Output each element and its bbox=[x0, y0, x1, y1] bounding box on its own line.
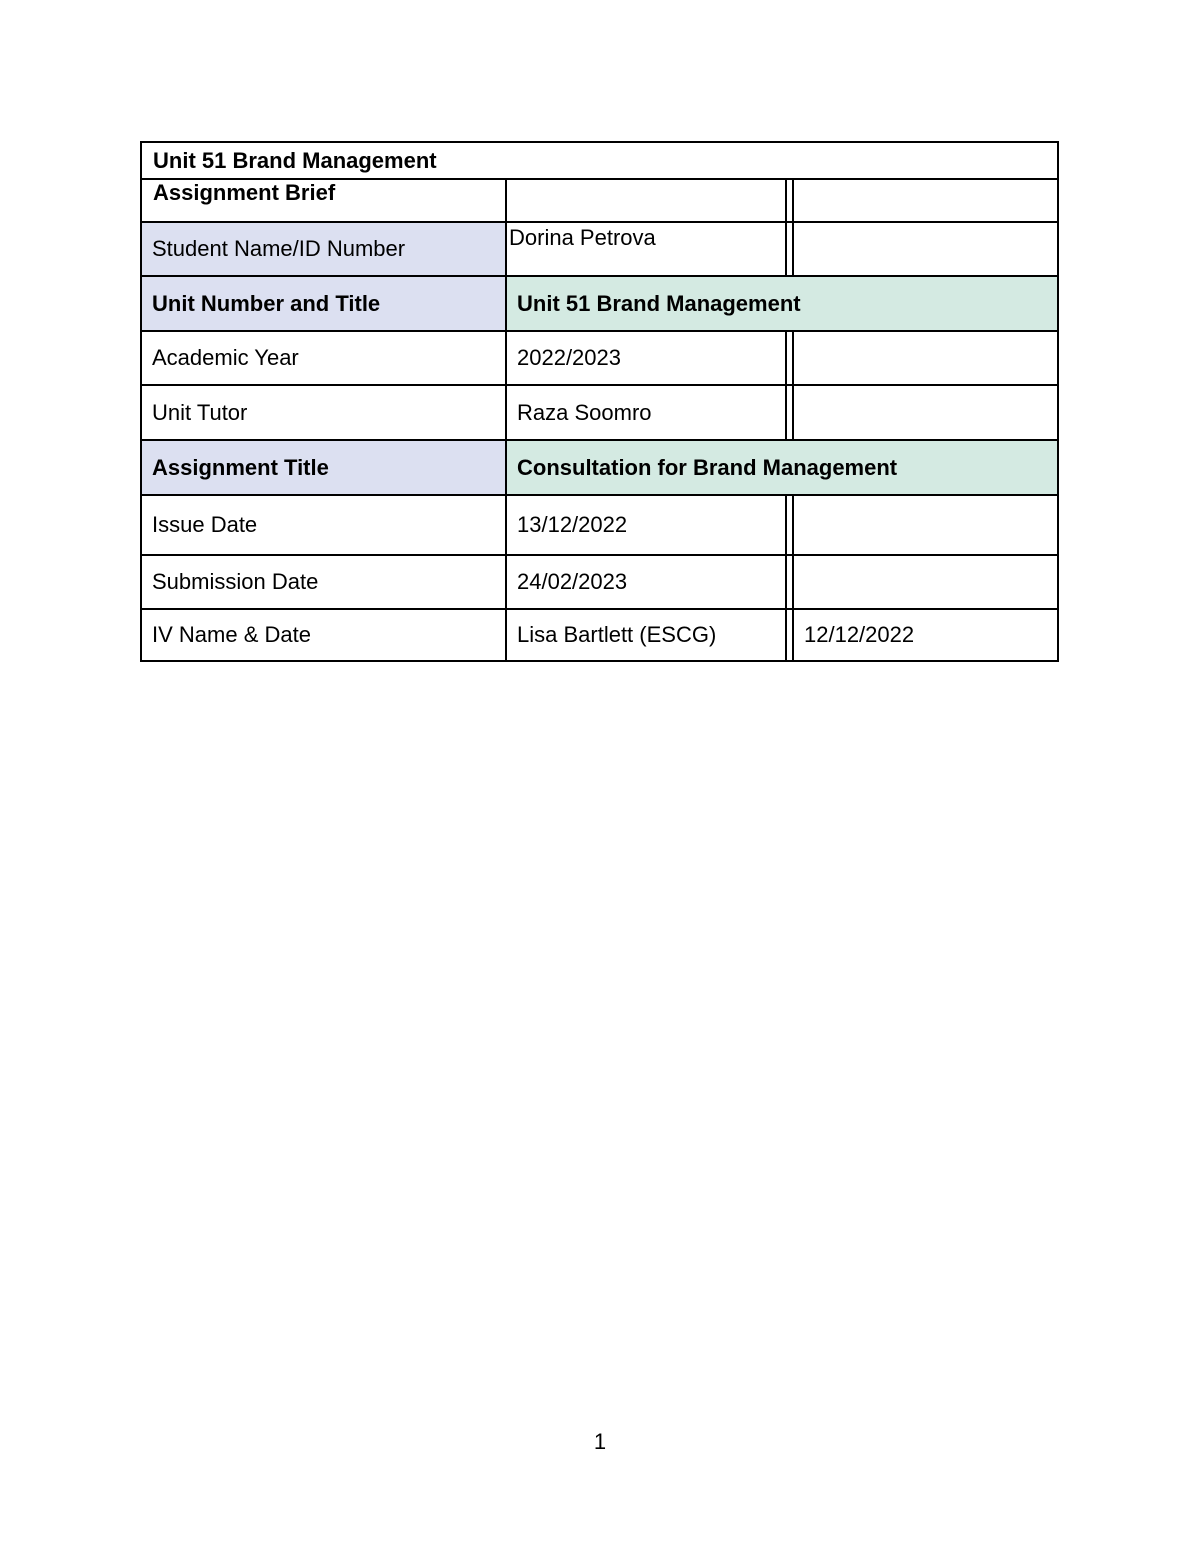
assignment-title-value: Consultation for Brand Management bbox=[505, 441, 1057, 494]
assignment-brief-heading: Assignment Brief bbox=[153, 180, 336, 205]
academic-year-value: 2022/2023 bbox=[505, 332, 785, 384]
unit-number-title-value: Unit 51 Brand Management bbox=[505, 277, 1057, 330]
iv-date-value: 12/12/2022 bbox=[785, 610, 1057, 660]
row-extra bbox=[785, 386, 1057, 439]
table-row bbox=[142, 221, 1057, 275]
row-label: Assignment Title bbox=[142, 441, 505, 494]
brief-heading-empty-cell bbox=[505, 180, 785, 221]
table-row bbox=[142, 608, 1057, 660]
issue-date-value: 13/12/2022 bbox=[505, 496, 785, 554]
page-number: 1 bbox=[593, 1429, 607, 1454]
table-row bbox=[142, 494, 1057, 554]
iv-name-value: Lisa Bartlett (ESCG) bbox=[505, 610, 785, 660]
row-extra bbox=[785, 496, 1057, 554]
unit-title: Unit 51 Brand Management bbox=[153, 147, 437, 173]
assignment-brief-table bbox=[140, 141, 1059, 662]
brief-heading-extra-cell bbox=[785, 180, 1057, 221]
row-label: Issue Date bbox=[152, 512, 258, 537]
row-label: IV Name & Date bbox=[152, 622, 311, 647]
student-name-value: Dorina Petrova bbox=[505, 223, 785, 275]
submission-date-value: 24/02/2023 bbox=[505, 556, 785, 608]
row-extra bbox=[785, 223, 1057, 275]
row-label: Unit Tutor bbox=[152, 399, 248, 425]
row-label: Academic Year bbox=[152, 345, 299, 370]
table-row bbox=[142, 554, 1057, 608]
table-row bbox=[142, 330, 1057, 384]
table-title-row bbox=[142, 143, 1057, 178]
brief-heading-row bbox=[142, 178, 1057, 221]
table-row bbox=[142, 439, 1057, 494]
table-row bbox=[142, 275, 1057, 330]
row-label: Submission Date bbox=[152, 569, 319, 594]
unit-tutor-value: Raza Soomro bbox=[505, 386, 785, 439]
table-row bbox=[142, 384, 1057, 439]
row-extra bbox=[785, 556, 1057, 608]
row-extra bbox=[785, 332, 1057, 384]
row-label: Student Name/ID Number bbox=[142, 223, 505, 275]
row-label: Unit Number and Title bbox=[142, 277, 505, 330]
